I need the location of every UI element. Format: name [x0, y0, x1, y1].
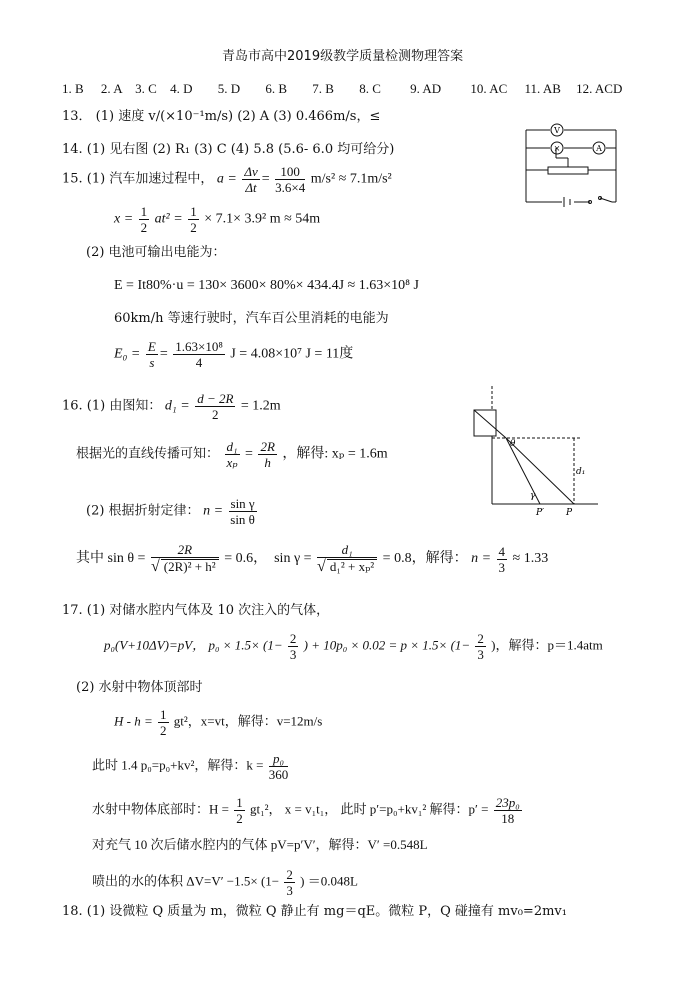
q14-answer: 14. (1) 见右图 (2) R₁ (3) C (4) 5.8 (5.6- 6.0 均可给分): [62, 142, 395, 157]
q17-eq2: H - h = $\frac{1}{2}$ gt²，x=vt，解得：v=12m/s: [114, 707, 323, 738]
q15-displacement-line: x = $\frac{1}{2}$ at² = $\frac{1}{2}$ × 7.1× 3.9² m ≈ 54m: [114, 204, 321, 235]
q15-accel-line: 15. (1) 汽车加速过程中， a = $\frac{\Delta v}{\Delta t}$ = $\frac{100}{3.6\times 4}$ m/s² ≈ 7.1m/s²: [62, 164, 392, 195]
label-d1: d₁: [576, 467, 586, 477]
q15-part2-heading: (2) 电池可输出电能为：: [86, 245, 226, 260]
q16-part2-line: (2) 根据折射定律： n = $\frac{\text{sin γ}}{\text{sin θ}}$: [86, 496, 255, 527]
answer-5: 5. D: [217, 81, 241, 96]
q17-part1-heading: 17. (1) 对储水腔内气体及 10 次注入的气体，: [62, 603, 330, 618]
q15-part2-line2: 60km/h 等速行驶时，汽车百公里消耗的电能为: [114, 311, 389, 326]
q13-answer: 13． (1) 速度 v/(×10⁻¹m/s) (2) A (3) 0.466m/s，≤: [62, 109, 381, 124]
circuit-diagram: [516, 120, 628, 212]
q15-energy-eq: E = It80%·u = 130× 3600× 80%× 434.4J ≈ 1.63×10⁸ J: [114, 278, 419, 293]
answer-3: 3. C: [135, 81, 157, 96]
q16-part1-line: 16. (1) 由图知： d₁ = $\frac{d - 2R}{2}$ = 1.2m: [62, 391, 281, 422]
voltmeter-label: V: [554, 126, 560, 135]
q17-eq5: 对充气 10 次后储水腔内的气体 pV=p′V′，解得：V′ =0.548L: [92, 837, 428, 852]
q16-line2: 根据光的直线传播可知： $\frac{\text{d₁}}{\text{xₚ}}$ = $\frac{2R}{h}$ ，解得: xₚ = 1.6m: [76, 439, 388, 470]
ammeter-label: A: [596, 144, 602, 153]
q17-part2-heading: (2) 水射中物体顶部时: [76, 680, 203, 695]
optics-diagram: [470, 384, 600, 520]
answer-4: 4. D: [170, 81, 193, 96]
q17-eq6: 喷出的水的体积 ΔV=V′ −1.5× (1− $\frac{2}{3}$ ) ＝0.048L: [92, 867, 358, 898]
answer-12: 12. ACD: [576, 81, 623, 96]
q18-line: 18. (1) 设微粒 Q 质量为 m，微粒 Q 静止有 mg＝qE。微粒 P，Q 碰撞有 mv₀=2mv₁: [62, 904, 567, 919]
answer-11: 11. AB: [524, 81, 561, 96]
choice-answers: [62, 82, 622, 95]
answer-8: 8. C: [359, 81, 381, 96]
label-p-prime: P′: [536, 508, 545, 518]
answer-10: 10. AC: [470, 81, 508, 96]
answer-2: 2. A: [100, 81, 122, 96]
answer-9: 9. AD: [410, 81, 442, 96]
q17-eq4: 水射中物体底部时：H = $\frac{1}{2}$ gt₁²， x = v₁t₁， 此时 p′=p₀+kv₁² 解得：p′ = $\frac{\text{23p₀}}{18}$: [92, 795, 520, 826]
answer-1: 1. B: [62, 81, 84, 96]
q17-eq3: 此时 1.4 p₀=p₀+kv²，解得：k = $\frac{\text{p₀}}{360}$: [92, 751, 289, 782]
lamp-label: ×: [553, 144, 561, 153]
q15-e0-line: E₀ = $\frac{E}{s}$ = $\frac{\text{1.63×10⁸}}{4}$ J = 4.08×10⁷ J = 11度: [114, 339, 354, 370]
angle-theta: θ: [510, 439, 516, 449]
q16-sines-line: 其中 sin θ = $\frac{2R}{\text{√ (2R)² + h²}}$ = 0.6， sin γ = $\frac{\text{d₁}}{\text{√ d₁² + xₚ²}}$ = 0.8，解得： n = $\frac{4}{3}$ ≈ 1.33: [76, 542, 549, 575]
answer-6: 6. B: [265, 81, 288, 96]
label-p: P: [566, 508, 573, 518]
q17-eq1: p₀(V+10ΔV)=pV， p₀ × 1.5× (1− $\frac{2}{3}$ ) + 10p₀ × 0.02 = p × 1.5× (1− $\frac{2}{3}$ )，解得：p＝1.4atm: [104, 631, 603, 662]
page-title: 青岛市高中2019级教学质量检测物理答案: [222, 49, 464, 64]
answer-7: 7. B: [312, 81, 334, 96]
angle-gamma: γ: [530, 491, 536, 501]
